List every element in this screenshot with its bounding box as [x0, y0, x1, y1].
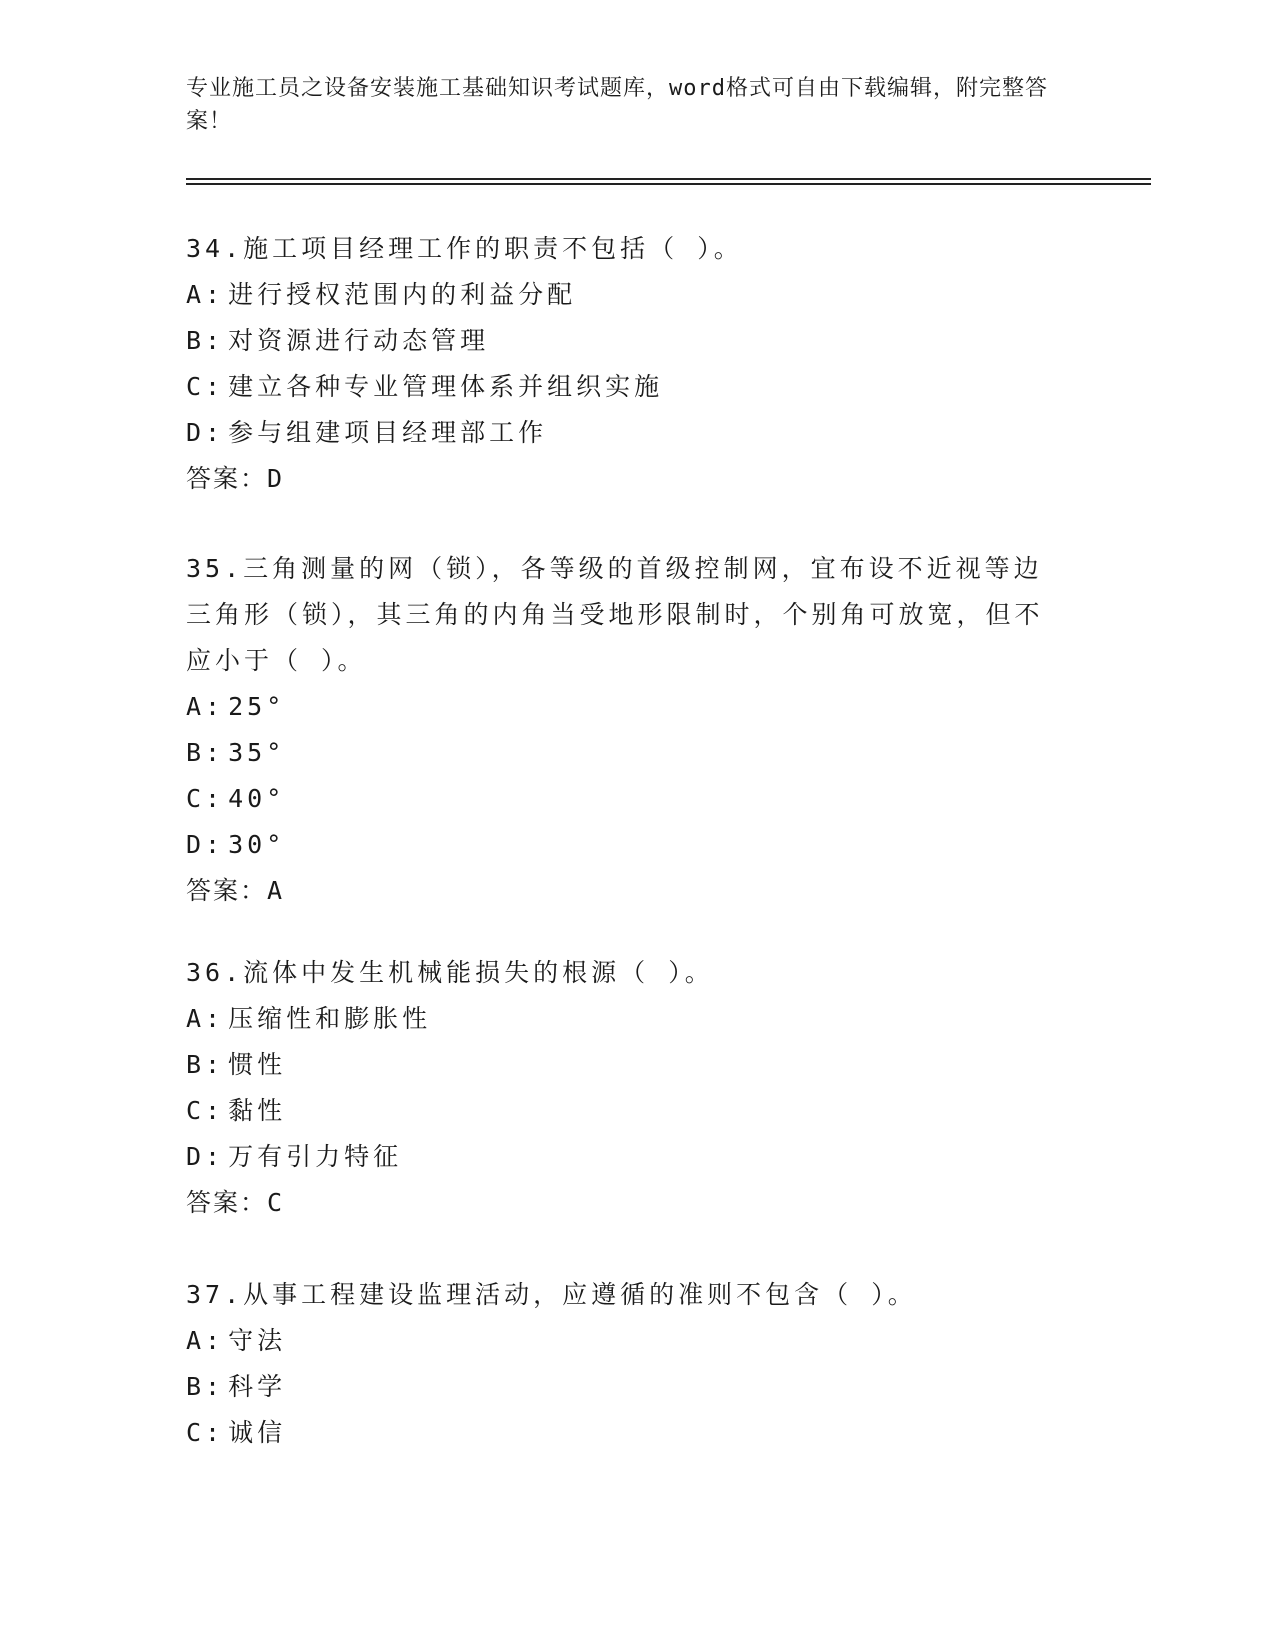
- option-b: [186, 318, 1086, 364]
- header-rule-bottom: [186, 183, 1151, 185]
- option-text: 参与组建项目经理部工作: [228, 418, 548, 447]
- header-title: 专业施工员之设备安装施工基础知识考试题库，word格式可自由下载编辑，附完整答案！: [186, 76, 1048, 134]
- option-text: 30°: [228, 830, 286, 859]
- answer-label: 答案：: [186, 464, 268, 493]
- option-key: D:: [186, 830, 225, 859]
- header-rule-top: [186, 178, 1151, 180]
- answer-label: 答案：: [186, 1188, 268, 1217]
- option-text: 诚信: [228, 1418, 287, 1447]
- answer-value: C: [267, 1188, 285, 1217]
- option-d: [186, 1134, 1086, 1180]
- option-key: A:: [186, 1326, 225, 1355]
- question-stem: 36.流体中发生机械能损失的根源（ ）。: [186, 958, 714, 987]
- option-text: 黏性: [228, 1096, 287, 1125]
- option-text: 25°: [228, 692, 286, 721]
- option-key: B:: [186, 326, 225, 355]
- option-key: A:: [186, 280, 225, 309]
- question-stem: 35.三角测量的网（锁），各等级的首级控制网，宜布设不近视等边三角形（锁），其三角的内角当受地形限制时，个别角可放宽，但不应小于（ ）。: [186, 554, 1044, 675]
- question-37: [186, 1272, 1086, 1456]
- option-d: [186, 822, 1066, 868]
- option-key: D:: [186, 418, 225, 447]
- option-text: 压缩性和膨胀性: [228, 1004, 432, 1033]
- option-c: [186, 776, 1066, 822]
- option-a: [186, 272, 1086, 318]
- option-a: [186, 684, 1066, 730]
- option-b: [186, 1042, 1086, 1088]
- option-d: [186, 410, 1086, 456]
- option-text: 40°: [228, 784, 286, 813]
- option-c: [186, 1410, 1086, 1456]
- option-c: [186, 1088, 1086, 1134]
- answer-value: D: [267, 464, 285, 493]
- question-stem: 34.施工项目经理工作的职责不包括（ ）。: [186, 234, 743, 263]
- question-35: [186, 546, 1066, 914]
- answer-line: [186, 456, 1086, 502]
- answer-label: 答案：: [186, 876, 268, 905]
- question-stem: 37.从事工程建设监理活动，应遵循的准则不包含（ ）。: [186, 1280, 917, 1309]
- answer-line: [186, 1180, 1086, 1226]
- option-text: 进行授权范围内的利益分配: [228, 280, 577, 309]
- option-text: 35°: [228, 738, 286, 767]
- question-36: [186, 950, 1086, 1226]
- option-a: [186, 1318, 1086, 1364]
- option-key: B:: [186, 1050, 225, 1079]
- option-text: 科学: [228, 1372, 287, 1401]
- option-key: C:: [186, 784, 225, 813]
- document-header: [186, 72, 1086, 138]
- option-key: A:: [186, 1004, 225, 1033]
- option-key: C:: [186, 372, 225, 401]
- option-c: [186, 364, 1086, 410]
- option-key: B:: [186, 738, 225, 767]
- option-text: 惯性: [228, 1050, 287, 1079]
- option-text: 对资源进行动态管理: [228, 326, 490, 355]
- answer-value: A: [267, 876, 285, 905]
- option-key: D:: [186, 1142, 225, 1171]
- option-b: [186, 1364, 1086, 1410]
- option-text: 守法: [228, 1326, 287, 1355]
- option-key: B:: [186, 1372, 225, 1401]
- option-key: C:: [186, 1096, 225, 1125]
- option-key: C:: [186, 1418, 225, 1447]
- answer-line: [186, 868, 1066, 914]
- option-text: 万有引力特征: [228, 1142, 403, 1171]
- option-a: [186, 996, 1086, 1042]
- question-34: [186, 226, 1086, 502]
- option-b: [186, 730, 1066, 776]
- option-key: A:: [186, 692, 225, 721]
- option-text: 建立各种专业管理体系并组织实施: [228, 372, 664, 401]
